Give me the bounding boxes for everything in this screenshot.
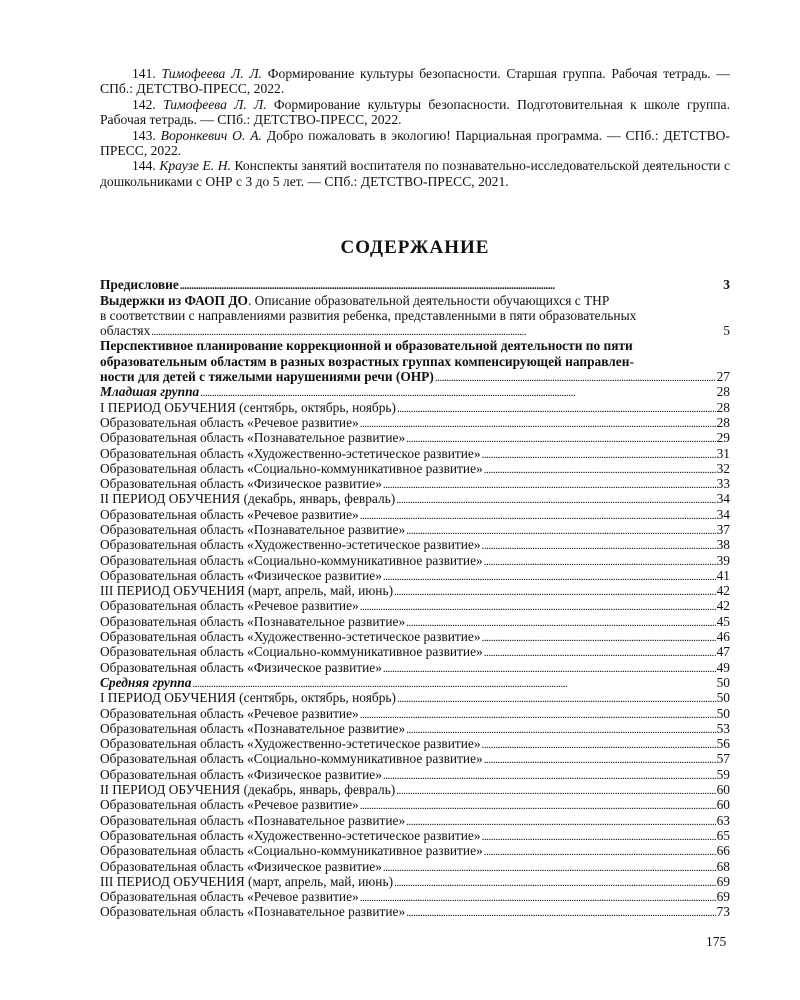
- leader-dots: [360, 706, 716, 721]
- toc-entry-text: Образовательная область «Познавательное развитие»: [100, 613, 406, 629]
- leader-dots: [406, 813, 715, 828]
- toc-entry-text: Образовательная область «Художественно-эстетическое развитие»: [100, 629, 481, 645]
- toc-title: СОДЕРЖАНИЕ: [340, 237, 490, 259]
- toc-entry-bold-text: Выдержки из ФАОП ДО: [100, 292, 248, 308]
- toc-entry[interactable]: [100, 415, 730, 430]
- leader-dots: [383, 568, 716, 583]
- toc-entry[interactable]: [100, 874, 730, 889]
- toc-entry-text: Перспективное планирование коррекционной и образовательной деятельности по пяти: [100, 338, 633, 354]
- toc-entry[interactable]: [100, 690, 730, 705]
- toc-entry[interactable]: [100, 828, 730, 843]
- leader-dots: [482, 537, 716, 552]
- toc-entry-text: Образовательная область «Речевое развитие»: [100, 797, 359, 813]
- toc-entry[interactable]: [100, 644, 730, 659]
- leader-dots: [484, 751, 716, 766]
- leader-dots: [383, 476, 716, 491]
- toc-entry-text: ности для детей с тяжелыми нарушениями речи (ОНР): [100, 369, 434, 385]
- toc-entry[interactable]: [100, 889, 730, 904]
- leader-dots: [360, 415, 716, 430]
- toc-entry-faop[interactable]: [100, 293, 730, 339]
- leader-dots: [394, 583, 716, 598]
- toc-entry-page: 29: [716, 430, 730, 446]
- toc-entry[interactable]: [100, 629, 730, 644]
- toc-entry-page: 63: [716, 812, 730, 828]
- reference-list: [100, 66, 730, 189]
- leader-dots: [151, 323, 722, 338]
- toc-entry[interactable]: [100, 813, 730, 828]
- leader-dots: [406, 614, 715, 629]
- leader-dots: [435, 369, 716, 384]
- leader-dots: [192, 675, 715, 690]
- toc-entry[interactable]: [100, 706, 730, 721]
- toc-entry-page: 34: [716, 491, 730, 507]
- toc-entry[interactable]: [100, 446, 730, 461]
- toc-entry[interactable]: [100, 553, 730, 568]
- toc-entry-text: Образовательная область «Физическое развитие»: [100, 659, 382, 675]
- toc-entry[interactable]: [100, 491, 730, 506]
- toc-entry-page: 42: [716, 598, 730, 614]
- toc-entry-page: 69: [716, 889, 730, 905]
- toc-entry-text: Образовательная область «Физическое развитие»: [100, 567, 382, 583]
- toc-entry[interactable]: [100, 537, 730, 552]
- leader-dots: [396, 491, 715, 506]
- toc-entry-text: образовательным областям в разных возрастных группах компенсирующей направлен-: [100, 353, 634, 369]
- toc-entry-text: II ПЕРИОД ОБУЧЕНИЯ (декабрь, январь, февраль): [100, 782, 396, 798]
- toc-entry-text: Образовательная область «Социально-коммуникативное развитие»: [100, 644, 483, 660]
- toc-entry-text: Предисловие: [100, 277, 179, 293]
- toc-entry-text: Образовательная область «Физическое развитие»: [100, 858, 382, 874]
- reference-author: Краузе Е. Н.: [159, 158, 231, 174]
- toc-entry-text: Образовательная область «Познавательное развитие»: [100, 522, 406, 537]
- toc-entry-page: 57: [716, 751, 730, 767]
- toc-entry[interactable]: [100, 736, 730, 751]
- leader-dots: [360, 889, 716, 904]
- toc-entry-page: 50: [716, 690, 730, 706]
- leader-dots: [484, 843, 716, 858]
- toc-entry-text: I ПЕРИОД ОБУЧЕНИЯ (сентябрь, октябрь, ноябрь): [100, 690, 396, 706]
- toc-entry-text: Образовательная область «Физическое развитие»: [100, 766, 382, 782]
- toc-entry-page: 50: [716, 705, 730, 721]
- leader-dots: [397, 690, 716, 705]
- toc-entry-page: 66: [716, 843, 730, 859]
- toc-entry-page: 5: [723, 323, 730, 339]
- reference-author: Воронкевич О. А.: [160, 127, 262, 143]
- toc-entry-preface[interactable]: [100, 277, 730, 292]
- leader-dots: [383, 767, 716, 782]
- toc-entry-page: 46: [716, 629, 730, 645]
- toc-entry[interactable]: [100, 859, 730, 874]
- leader-dots: [482, 828, 716, 843]
- toc-entry-text: . Описание образовательной деятельности обучающихся с ТНР: [247, 292, 610, 308]
- toc-entry-page: 28: [716, 399, 730, 415]
- toc-entry-page: 3: [723, 277, 730, 293]
- toc-entry-page: 65: [716, 827, 730, 843]
- leader-dots: [406, 721, 715, 736]
- toc-entry[interactable]: [100, 767, 730, 782]
- toc-entry-page: 32: [716, 460, 730, 476]
- toc-entry-page: 47: [716, 644, 730, 660]
- toc-entry-page: 34: [716, 506, 730, 522]
- toc-entry-page: 69: [716, 873, 730, 889]
- toc-entry-text: II ПЕРИОД ОБУЧЕНИЯ (декабрь, январь, февраль): [100, 491, 396, 507]
- toc-entry-page: 31: [716, 445, 730, 461]
- toc-entry-text: областях: [100, 323, 151, 339]
- toc-entry[interactable]: [100, 660, 730, 675]
- reference-item: [100, 97, 730, 128]
- toc-entry-text: Образовательная область «Познавательное развитие»: [100, 812, 406, 828]
- leader-dots: [484, 644, 716, 659]
- toc-entry[interactable]: [100, 614, 730, 629]
- toc-entry-text: Образовательная область «Физическое развитие»: [100, 476, 382, 492]
- toc-entry[interactable]: [100, 522, 730, 537]
- reference-number: 143.: [132, 127, 156, 143]
- page-number: 175: [706, 934, 727, 949]
- leader-dots: [396, 782, 715, 797]
- leader-dots: [406, 522, 715, 537]
- toc-entry-text: Образовательная область «Художественно-эстетическое развитие»: [100, 736, 481, 752]
- leader-dots: [484, 461, 716, 476]
- leader-dots: [397, 400, 716, 415]
- toc-entry-page: 45: [716, 613, 730, 629]
- toc-entry-text: Образовательная область «Познавательное развитие»: [100, 430, 406, 446]
- toc-entry-page: 27: [716, 369, 730, 385]
- toc-entry-text: Средняя группа: [100, 674, 192, 690]
- toc-entry-text: в соответствии с направлениями развития ребенка, представленными в пяти образовательных: [100, 307, 637, 323]
- toc-entry-text: I ПЕРИОД ОБУЧЕНИЯ (сентябрь, октябрь, ноябрь): [100, 399, 396, 415]
- toc-entry-text: Образовательная область «Речевое развитие»: [100, 414, 359, 430]
- toc-entry-page: 56: [716, 736, 730, 752]
- reference-text: Формирование культуры безопасности. Старшая группа. Рабочая тетрадь. — СПб.: ДЕТСТВО-ПРЕСС, 2022.: [100, 66, 730, 97]
- toc-entry-page: 60: [716, 782, 730, 798]
- toc-entry[interactable]: [100, 675, 730, 690]
- toc-entry-text: Образовательная область «Речевое развитие»: [100, 889, 359, 905]
- toc-entry-page: 42: [716, 583, 730, 599]
- toc-entry[interactable]: [100, 782, 730, 797]
- toc-entry-page: 73: [716, 904, 730, 920]
- toc-entry[interactable]: [100, 384, 730, 399]
- leader-dots: [482, 629, 716, 644]
- toc-entry-text: Образовательная область «Социально-коммуникативное развитие»: [100, 552, 483, 568]
- toc-entry-page: 50: [716, 674, 730, 690]
- leader-dots: [383, 859, 716, 874]
- toc-entry-text: Образовательная область «Художественно-эстетическое развитие»: [100, 445, 481, 461]
- toc-entry-page: 60: [716, 797, 730, 813]
- toc-entry-page: 41: [716, 567, 730, 583]
- toc-entry[interactable]: [100, 843, 730, 858]
- toc-entry-text: Образовательная область «Социально-коммуникативное развитие»: [100, 843, 483, 859]
- toc-entry[interactable]: [100, 568, 730, 583]
- toc-entry-text: Образовательная область «Художественно-эстетическое развитие»: [100, 827, 481, 843]
- toc-entry[interactable]: [100, 476, 730, 491]
- reference-number: 142.: [132, 96, 156, 112]
- toc-entry-text: III ПЕРИОД ОБУЧЕНИЯ (март, апрель, май, июнь): [100, 873, 394, 889]
- reference-author: Тимофеева Л. Л.: [161, 66, 263, 81]
- toc-entry-text: Образовательная область «Речевое развитие»: [100, 506, 359, 522]
- toc-entry-page: 49: [716, 659, 730, 675]
- leader-dots: [200, 384, 715, 399]
- toc-entry[interactable]: [100, 721, 730, 736]
- leader-dots: [406, 904, 715, 919]
- toc-entry[interactable]: [100, 461, 730, 476]
- toc-entry[interactable]: [100, 507, 730, 522]
- leader-dots: [482, 446, 716, 461]
- table-of-contents: [100, 277, 730, 919]
- reference-item: [100, 128, 730, 159]
- leader-dots: [360, 797, 716, 812]
- leader-dots: [406, 430, 715, 445]
- toc-entry-page: 39: [716, 552, 730, 568]
- reference-number: 144.: [132, 158, 156, 174]
- toc-entry-text: Образовательная область «Художественно-эстетическое развитие»: [100, 537, 481, 553]
- toc-entry-page: 33: [716, 476, 730, 492]
- leader-dots: [484, 553, 716, 568]
- leader-dots: [394, 874, 716, 889]
- toc-entry[interactable]: [100, 751, 730, 766]
- leader-dots: [360, 598, 716, 613]
- toc-entry[interactable]: [100, 583, 730, 598]
- toc-entry-page: 28: [716, 414, 730, 430]
- toc-entry-page: 68: [716, 858, 730, 874]
- toc-entry[interactable]: [100, 797, 730, 812]
- toc-entry-text: Образовательная область «Речевое развитие»: [100, 598, 359, 614]
- toc-entry-text: Образовательная область «Социально-коммуникативное развитие»: [100, 751, 483, 767]
- leader-dots: [180, 277, 722, 292]
- toc-entry-page: 28: [716, 384, 730, 400]
- toc-entry-page: 38: [716, 537, 730, 553]
- reference-author: Тимофеева Л. Л.: [163, 96, 267, 112]
- page-content: [100, 66, 730, 920]
- toc-entry[interactable]: [100, 598, 730, 613]
- toc-entry-text: III ПЕРИОД ОБУЧЕНИЯ (март, апрель, май, июнь): [100, 583, 394, 599]
- toc-entry-text: Образовательная область «Познавательное развитие»: [100, 904, 406, 920]
- reference-item: [100, 66, 730, 97]
- toc-entry-list: [100, 384, 730, 919]
- reference-number: 141.: [132, 66, 156, 81]
- toc-entry-page: 59: [716, 766, 730, 782]
- toc-entry-text: Образовательная область «Познавательное развитие»: [100, 720, 406, 736]
- toc-entry[interactable]: [100, 904, 730, 919]
- reference-text: Добро пожаловать в экологию! Парциальная программа. — СПб.: ДЕТСТВО-ПРЕСС, 2022.: [100, 127, 730, 159]
- toc-entry-text: Образовательная область «Социально-коммуникативное развитие»: [100, 460, 483, 476]
- leader-dots: [482, 736, 716, 751]
- toc-entry-page: 37: [716, 522, 730, 537]
- toc-entry[interactable]: [100, 430, 730, 445]
- reference-item: [100, 158, 730, 189]
- reference-text: Конспекты занятий воспитателя по познавательно-исследовательской деятельности с дошкольниками с ОНР с 3 до 5 лет. — СПб.: ДЕТСТВО-ПРЕСС, 2021.: [100, 158, 730, 189]
- leader-dots: [360, 507, 716, 522]
- toc-entry-text: Образовательная область «Речевое развитие»: [100, 705, 359, 721]
- toc-entry[interactable]: [100, 400, 730, 415]
- toc-entry-page: 53: [716, 720, 730, 736]
- toc-entry-text: Младшая группа: [100, 384, 200, 400]
- leader-dots: [383, 660, 716, 675]
- reference-text: Формирование культуры безопасности. Подготовительная к школе группа. Рабочая тетрадь. — СПб.: ДЕТСТВО-ПРЕСС, 2022.: [100, 96, 730, 128]
- toc-entry-planning[interactable]: [100, 338, 730, 384]
